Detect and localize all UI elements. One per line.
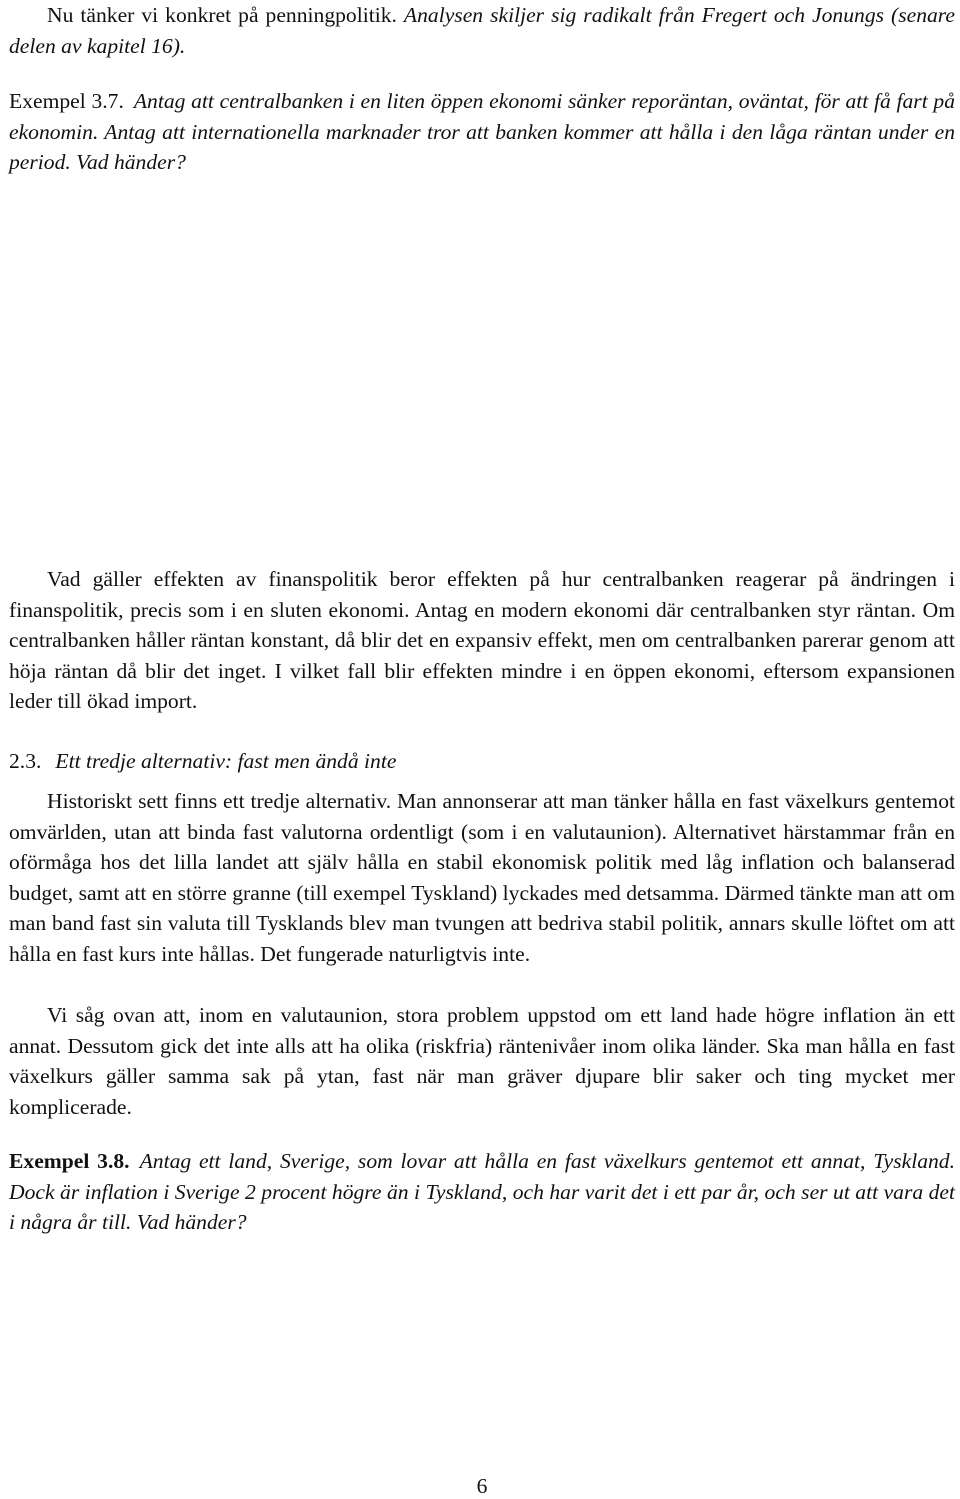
currency-union-paragraph: Vi såg ovan att, inom en valutaunion, stora problem uppstod om ett land hade högre inflation än ett annat. Dessutom gick det inte alls att ha olika (riskfria) räntenivåer inom olika länder. Ska man hålla en fast växelkurs gäller samma sak på ytan, fast när man gräver djupare blir saker och ting mycket mer komplicerade. xyxy=(9,1003,955,1119)
page-number: 6 xyxy=(476,1474,488,1498)
example-3-8 xyxy=(9,1146,955,1238)
section-number: 2.3. xyxy=(9,749,42,773)
example-3-7-label: Exempel 3.7. xyxy=(9,89,124,113)
example-3-7-text: Antag att centralbanken i en liten öppen ekonomi sänker reporäntan, oväntat, för att få fart på ekonomin. Antag att internationella marknader tror att banken kommer att hålla i den låga räntan under en period. Vad händer? xyxy=(9,89,955,175)
intro-lead-text: Nu tänker vi konkret på penningpolitik. xyxy=(47,3,397,27)
historic-paragraph: Historiskt sett finns ett tredje alternativ. Man annonserar att man tänker hålla en fast växelkurs gentemot omvärlden, utan att binda fast valutorna ordentligt (som i en valutaunion). Alternativet härstammar från en oförmåga hos det lilla landet att själv hålla en stabil ekonomisk politik med låg inflation och balanserad budget, samt att en större granne (till exempel Tyskland) lyckades med detsamma. Därmed tänkte man att om man band fast sin valuta till Tysklands blev man tvungen att bedriva stabil politik, annars skulle löftet om att hålla en fast kurs inte hållas. Det fungerade naturligtvis inte. xyxy=(9,789,955,966)
example-3-8-label: Exempel 3.8. xyxy=(9,1149,130,1173)
section-heading xyxy=(9,746,955,777)
intro-paragraph xyxy=(9,0,955,61)
fiscal-policy-paragraph: Vad gäller effekten av finanspolitik beror effekten på hur centralbanken reagerar på ändringen i finanspolitik, precis som i en sluten ekonomi. Antag en modern ekonomi där centralbanken styr räntan. Om centralbanken håller räntan konstant, då blir det en expansiv effekt, men om centralbanken parerar genom att höja räntan då blir det inget. I vilket fall blir effekten mindre i en öppen ekonomi, eftersom expansionen leder till ökad import. xyxy=(9,567,955,714)
section-title: Ett tredje alternativ: fast men ändå inte xyxy=(55,749,397,773)
example-3-7 xyxy=(9,86,955,178)
intro-italic-text: Analysen skiljer sig radikalt från Fregert och Jonungs (senare delen av kapitel 16). xyxy=(9,3,955,58)
document-page xyxy=(9,0,957,1499)
example-3-8-text: Antag ett land, Sverige, som lovar att hålla en fast växelkurs gentemot ett annat, Tyskland. Dock är inflation i Sverige 2 procent högre än i Tyskland, och har varit det i ett par år, och ser ut att vara det i några år till. Vad händer? xyxy=(9,1149,955,1235)
